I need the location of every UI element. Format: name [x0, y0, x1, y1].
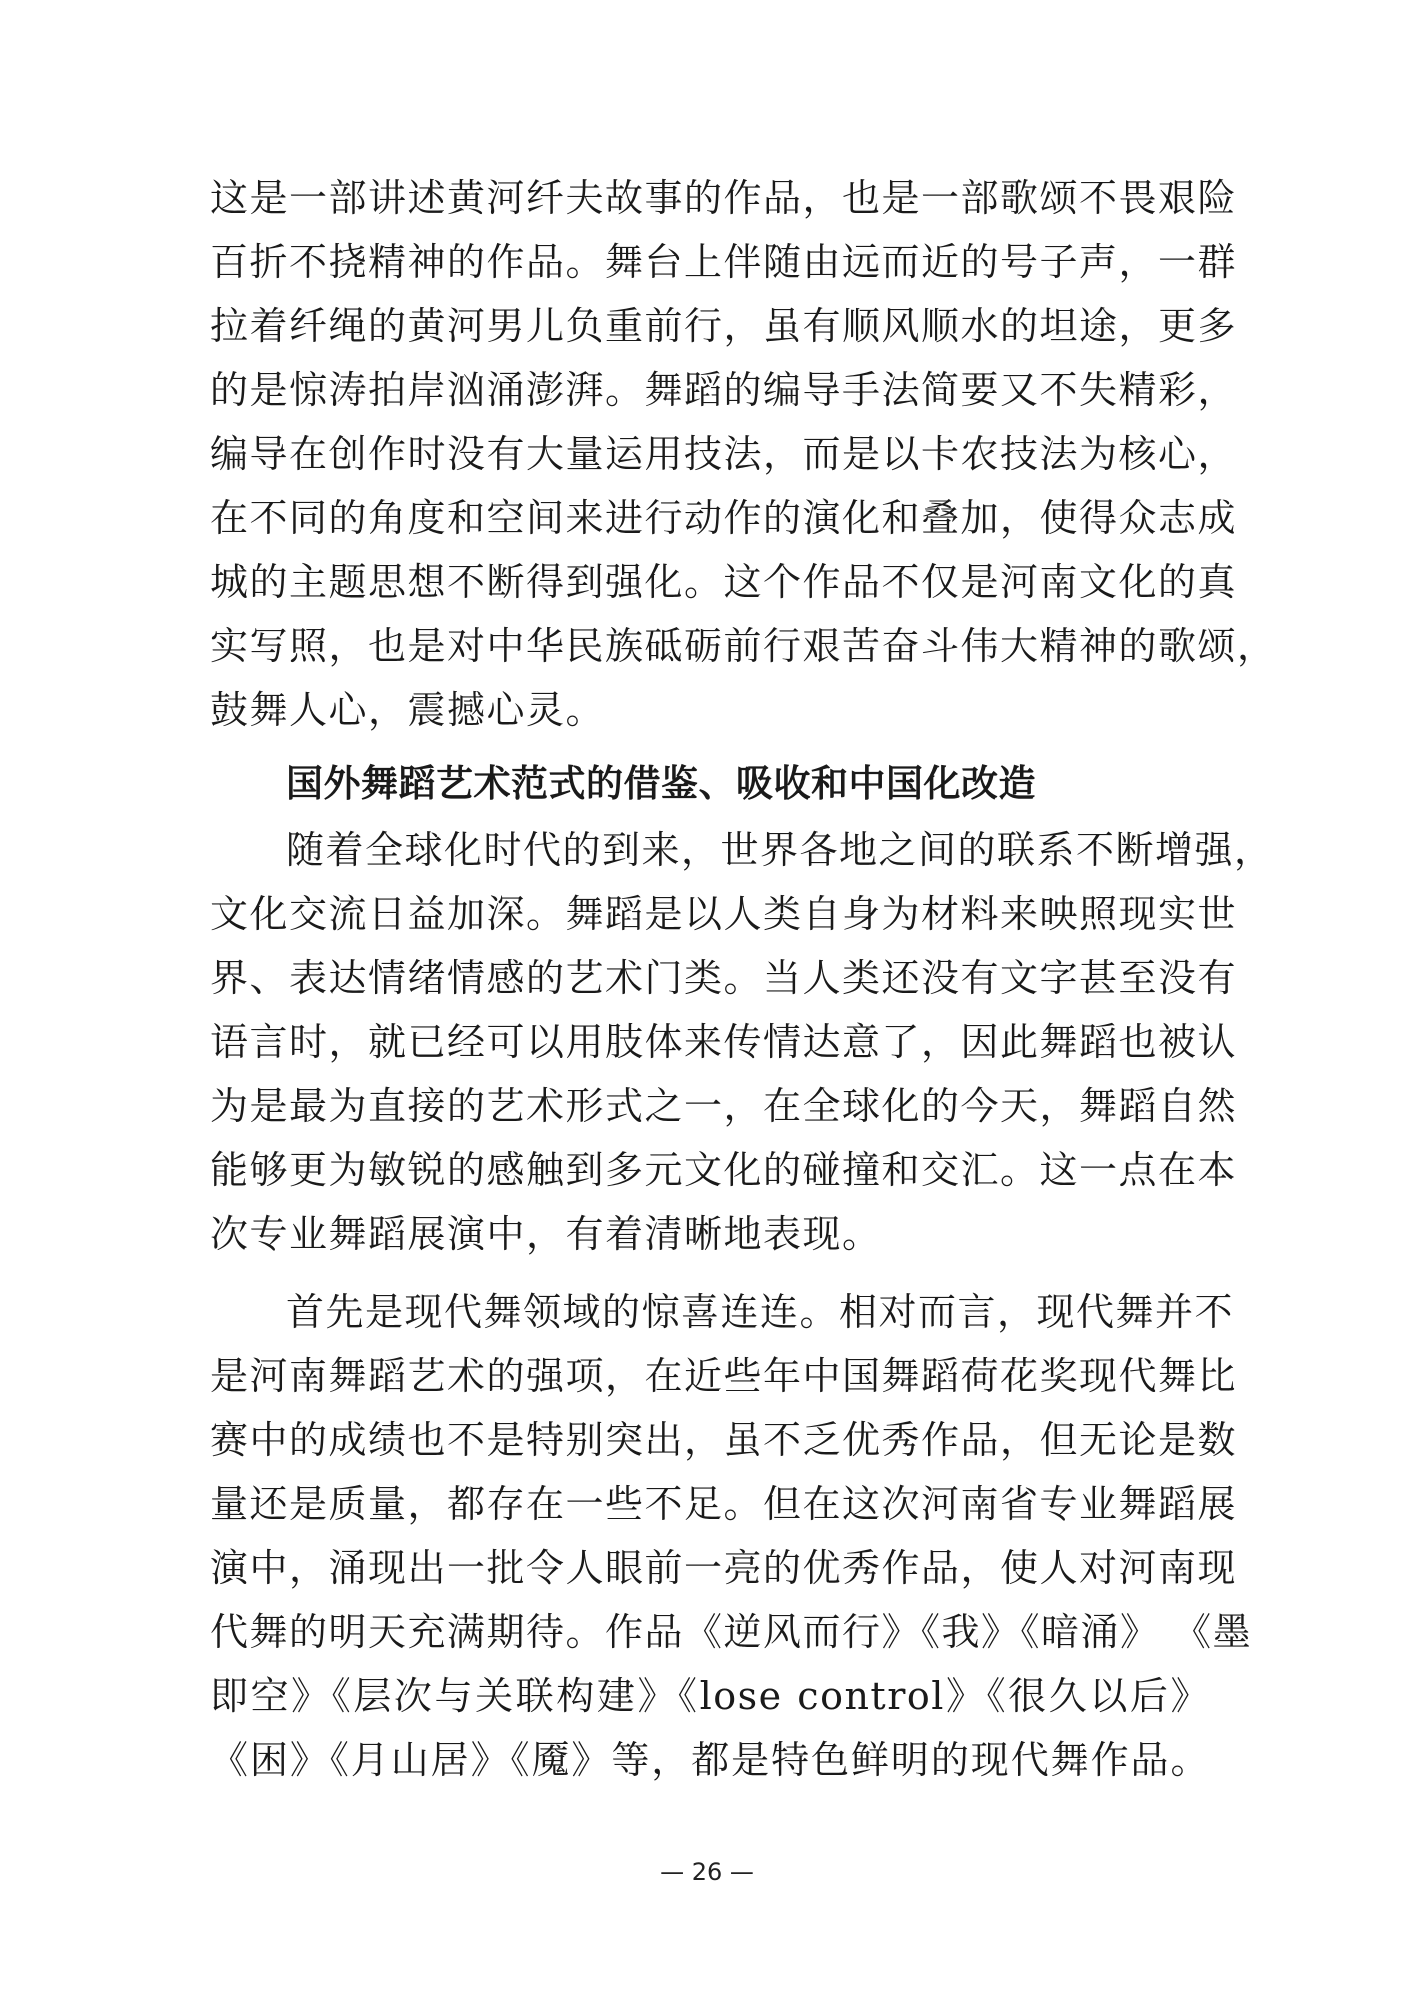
text-line: 界、表达情绪情感的艺术门类。当人类还没有文字甚至没有 — [210, 956, 1238, 1000]
text-line: 城的主题思想不断得到强化。这个作品不仅是河南文化的真 — [210, 560, 1238, 604]
text-line: 是河南舞蹈艺术的强项，在近些年中国舞蹈荷花奖现代舞比 — [210, 1354, 1238, 1398]
page-number: — 26 — — [660, 1858, 754, 1886]
paragraph-1 — [210, 166, 1277, 742]
text-line: 为是最为直接的艺术形式之一，在全球化的今天，舞蹈自然 — [210, 1084, 1238, 1128]
section-heading-block — [210, 752, 1210, 816]
text-line: 量还是质量，都存在一些不足。但在这次河南省专业舞蹈展 — [210, 1482, 1238, 1526]
text-line: 《困》《月山居》《魇》等，都是特色鲜明的现代舞作品。 — [210, 1738, 1210, 1782]
section-heading: 国外舞蹈艺术范式的借鉴、吸收和中国化改造 — [286, 762, 1036, 805]
text-line: 随着全球化时代的到来，世界各地之间的联系不断增强， — [286, 828, 1274, 872]
text-line: 编导在创作时没有大量运用技法，而是以卡农技法为核心， — [210, 432, 1238, 476]
text-line: 即空》《层次与关联构建》《lose control》《很久以后》 — [210, 1674, 1210, 1718]
text-line: 文化交流日益加深。舞蹈是以人类自身为材料来映照现实世 — [210, 892, 1238, 936]
text-line: 在不同的角度和空间来进行动作的演化和叠加，使得众志成 — [210, 496, 1238, 540]
text-line: 的是惊涛拍岸汹涌澎湃。舞蹈的编导手法简要又不失精彩， — [210, 368, 1238, 412]
text-line: 赛中的成绩也不是特别突出，虽不乏优秀作品，但无论是数 — [210, 1418, 1238, 1462]
text-line: 语言时，就已经可以用肢体来传情达意了，因此舞蹈也被认 — [210, 1020, 1238, 1064]
text-line: 百折不挠精神的作品。舞台上伴随由远而近的号子声，一群 — [210, 240, 1238, 284]
paragraph-2 — [210, 818, 1274, 1266]
text-line: 实写照，也是对中华民族砥砺前行艰苦奋斗伟大精神的歌颂， — [210, 624, 1277, 668]
text-line: 演中，涌现出一批令人眼前一亮的优秀作品，使人对河南现 — [210, 1546, 1238, 1590]
text-line: 能够更为敏锐的感触到多元文化的碰撞和交汇。这一点在本 — [210, 1148, 1238, 1192]
text-line: 次专业舞蹈展演中，有着清晰地表现。 — [210, 1212, 882, 1256]
text-line: 代舞的明天充满期待。作品《逆风而行》《我》《暗涌》 《墨 — [210, 1610, 1253, 1654]
text-line: 拉着纤绳的黄河男儿负重前行，虽有顺风顺水的坦途，更多 — [210, 304, 1238, 348]
text-line: 这是一部讲述黄河纤夫故事的作品，也是一部歌颂不畏艰险 — [210, 176, 1238, 220]
paragraph-3 — [210, 1280, 1253, 1792]
text-line: 首先是现代舞领域的惊喜连连。相对而言，现代舞并不 — [286, 1290, 1235, 1334]
text-line: 鼓舞人心，震撼心灵。 — [210, 688, 606, 732]
